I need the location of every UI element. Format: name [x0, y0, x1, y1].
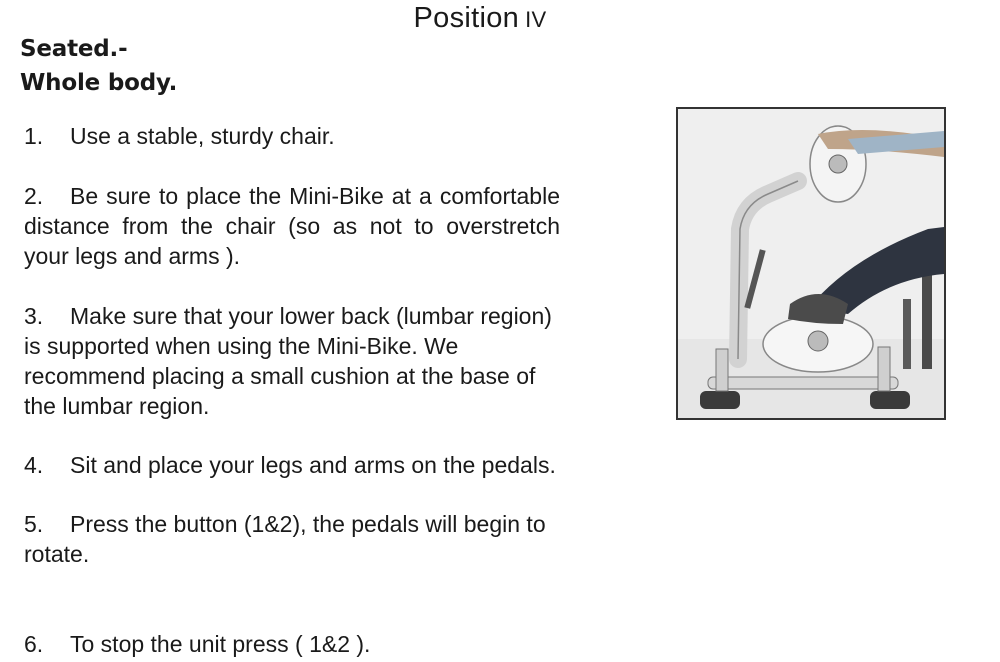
step-text: To stop the unit press ( 1&2 ). [70, 631, 371, 657]
step-2 [24, 181, 560, 271]
mini-bike-photo [676, 107, 946, 420]
step-number: 6. [24, 631, 44, 657]
step-text: Use a stable, sturdy chair. [70, 123, 335, 149]
step-4 [24, 450, 644, 480]
step-3 [24, 301, 569, 421]
step-text: Sit and place your legs and arms on the pedals. [70, 452, 556, 478]
step-number: 1. [24, 123, 44, 149]
step-text: Be sure to place the Mini-Bike at a comfortable distance from the chair (so as not to overstretch your legs and arms ). [24, 183, 560, 269]
step-1 [24, 121, 564, 151]
position-scope: Whole body. [20, 70, 178, 96]
page-title [0, 2, 960, 35]
position-type: Seated.- [20, 36, 128, 62]
step-number: 5. [24, 511, 44, 537]
step-number: 2. [24, 183, 44, 209]
mini-bike-illustration [678, 109, 944, 418]
step-number: 3. [24, 303, 44, 329]
step-number: 4. [24, 452, 44, 478]
step-text: Press the button (1&2), the pedals will begin to rotate. [24, 511, 546, 567]
title-text: Position [413, 2, 520, 34]
step-5 [24, 509, 604, 569]
step-6 [24, 629, 564, 659]
step-text: Make sure that your lower back (lumbar region) is supported when using the Mini-Bike. We recommend placing a small cushion at the base of the lumbar region. [24, 303, 552, 419]
title-roman-numeral: IV [525, 7, 547, 32]
